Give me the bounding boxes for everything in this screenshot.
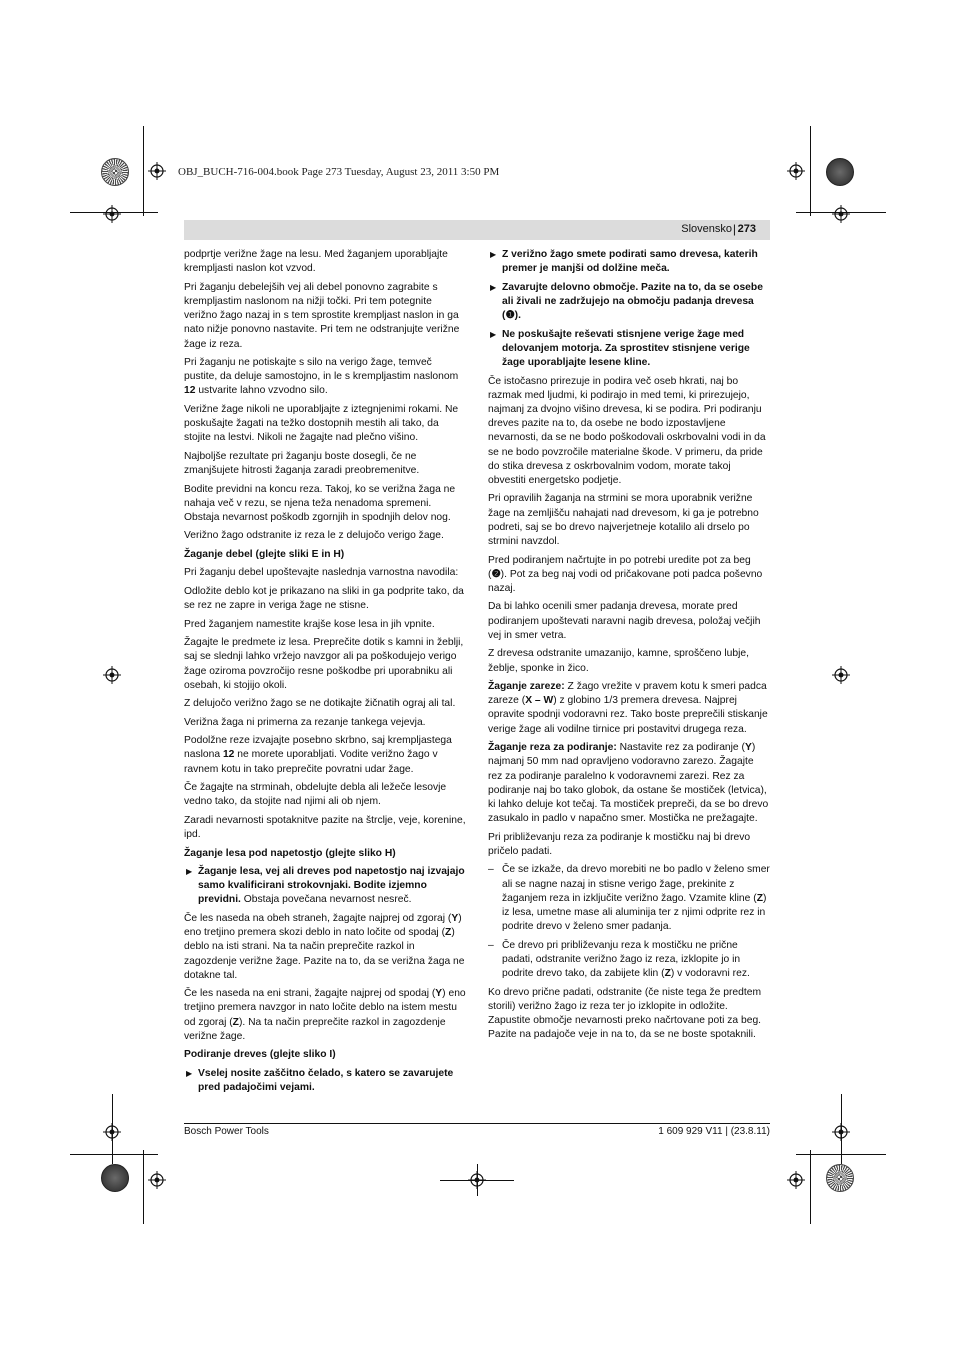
crop-mark	[477, 1164, 478, 1196]
crosshair-icon	[787, 1171, 805, 1189]
part-number: 12	[222, 749, 235, 761]
dash-list-item: – Če se izkaže, da drevo morebiti ne bo padlo v želeno smer ali se nagne nazaj in stisne verigo žage, prekinite z žaganjem reza in izključite verižno žago. Vzamite kline (Z) iz lesa, umetne mase ali aluminija ter z njimi odprite rez in podrite drevo v želeno smer padanja.	[488, 864, 770, 933]
page-number: 273	[737, 223, 756, 235]
paragraph: Pri žaganju debelejših vej ali debel ponovno zagrabite s krempljastim naslonom na nižji točki. Pri tem potegnite verižno žago nazaj in s tem sprostite krempljast naslon in ga nato nižje ponovno nastavite. Pri tem ne odstranjujte verižne žage iz reza.	[184, 281, 460, 350]
bullet-item: ▶ Vselej nosite zaščitno čelado, s katero se zavarujete pred padajočimi vejami.	[186, 1067, 454, 1094]
crosshair-icon	[832, 1123, 850, 1141]
paragraph: Pri približevanju reza za podiranje k mostičku naj bi drevo pričelo padati.	[488, 831, 751, 857]
header-separator: |	[732, 222, 736, 236]
part-number: 12	[184, 385, 196, 397]
paragraph: Pri žaganju ne potiskajte s silo na verigo žage, temveč pustite, da deluje samostojno, in le s krempljastim naslonom 12 ustvarite lahno vzvodno silo.	[184, 357, 459, 397]
paragraph: Če les naseda na obeh straneh, žagajte najprej od zgoraj (Y) eno tretjino premera skozi deblo in nato ločite od spodaj (Z) deblo na isti strani. Na ta način preprečite razkol in zagozdenje verižne žage. Pazite na to, da se verižna žaga ne dotakne tal.	[184, 912, 465, 981]
footer-publisher: Bosch Power Tools	[184, 1126, 269, 1137]
paragraph: Pri žaganju debel upoštevajte naslednja varnostna navodila:	[184, 567, 459, 579]
print-test-disc-icon	[101, 158, 129, 186]
section-heading: Žaganje lesa pod napetostjo (glejte sliko H)	[184, 847, 396, 859]
paragraph: podprtje verižne žage na lesu. Med žaganjem uporabljajte krempljasti naslon kot vzvod.	[184, 249, 448, 275]
paragraph: Bodite previdni na koncu reza. Takoj, ko se verižna žaga ne nahaja več v rezu, se njena teža nenadoma spremeni. Obstaja nevarnost poškodb zgornjih in spodnjih delov nog.	[184, 483, 456, 523]
print-test-disc-icon	[101, 1164, 129, 1192]
paragraph: Zaradi nevarnosti spotaknitve pazite na štrclje, veje, korenine, ipd.	[184, 814, 466, 841]
crop-mark	[70, 1154, 158, 1155]
paragraph: Če istočasno prirezuje in podira več oseb hkrati, naj bo razmak med ljudmi, ki podirajo in med temi, ki prirezujejo, najmanj za dvojno višino drevesa, ki se podira. Pri podiranju dreves pazite na to, da osebe ne bodo izpostavljene nevarnosti, da se ne bodo poškodovali oskrbovalni vodi in da se ne bodo povzročile materialne škode. V primeru, da pride do stika drevesa z oskrbovalnim vodom, morate takoj obvestiti energetsko podjetje.	[488, 375, 766, 486]
crosshair-icon	[103, 666, 121, 684]
paragraph: Pri opravilih žaganja na strmini se mora uporabnik verižne žage na zemljišču nahajati nad drevesom, ki ga je potrebno podreti, saj se bo drevo najverjetneje kotalilo ali drselo po strmini navzdol.	[488, 493, 759, 548]
paragraph: Podolžne reze izvajajte posebno skrbno, saj krempljastega naslona 12 ne morete uporabljati. Vodite verižno žago v ravnem kotu in tako preprečite povratni udar žage.	[184, 735, 452, 775]
crop-mark	[143, 126, 144, 216]
crosshair-icon	[103, 205, 121, 223]
crosshair-icon	[832, 666, 850, 684]
paragraph: Verižna žaga ni primerna za rezanje tankega vejevja.	[184, 716, 426, 728]
paragraph: Pred žaganjem namestite krajše kose lesa in jih vpnite.	[184, 618, 435, 630]
paragraph: Z delujočo verižno žago se ne dotikajte žičnatih ograj ali tal.	[184, 698, 456, 710]
paragraph: Žaganje reza za podiranje: Nastavite rez za podiranje (Y) najmanj 50 mm nad opravljeno vodoravno zarezo. Žagajte rez za podiranje paralelno k vodoravnemi zarezi. Rez za podiranje naj bo tako globok, da ostane še mostiček (letvica), ki lahko deluje kot tečaj. Ta mostiček prepreči, da se bo drevo zasukalo in padlo v napačno smer. Mostička ne prežagajte.	[488, 742, 769, 825]
crosshair-icon	[103, 1123, 121, 1141]
print-test-disc-icon	[826, 1164, 854, 1192]
triangle-right-icon: ▶	[490, 250, 497, 259]
paragraph: Žaganje zareze: Z žago vrežite v pravem kotu k smeri padca zareze (X – W) z globino 1/3 premera drevesa. Najprej opravite spodnji vodoravni rez. Tako boste preprečili stiskanje verige žage ali vodilne tirnice pri postavitvi drugega reza.	[488, 681, 768, 735]
paragraph: Verižno žago odstranite iz reza le z delujočo verigo žage.	[184, 530, 444, 542]
crosshair-icon	[832, 205, 850, 223]
triangle-right-icon: ▶	[186, 1068, 193, 1078]
paragraph: Z drevesa odstranite umazanijo, kamne, sproščeno lubje, žeblje, sponke in žico.	[488, 648, 749, 674]
page-header	[184, 220, 770, 240]
paragraph: Pred podiranjem načrtujte in po potrebi uredite pot za beg (❷). Pot za beg naj vodi od pričakovane poti padca poševno nazaj.	[488, 554, 763, 594]
bullet-item: ▶ Ne poskušajte reševati stisnjene verige žage med delovanjem motorja. Za sprostitev stisnjene verige žage uporabljajte lesene kline.	[490, 328, 750, 369]
triangle-right-icon: ▶	[186, 867, 193, 877]
crosshair-icon	[148, 1171, 166, 1189]
section-heading: Podiranje dreves (glejte sliko I)	[184, 1049, 336, 1061]
print-test-disc-icon	[826, 158, 854, 186]
crosshair-icon	[787, 162, 805, 180]
dash-list-item: – Če drevo pri približevanju reza k mostičku ne prične padati, odstranite verižno žago iz reza, izklopite jo in podrite drevo tako, da zabijete klin (Z) v vodoravni rez.	[488, 939, 750, 980]
triangle-right-icon: ▶	[490, 329, 497, 339]
paragraph: Odložite deblo kot je prikazano na sliki in ga podprite tako, da se rez ne zapre in veriga žage ne stisne.	[184, 585, 464, 612]
paragraph: Da bi lahko ocenili smer padanja drevesa, morate pred podiranjem upoštevati naravni nagib drevesa, položaj večjih vej in smer vetra.	[488, 601, 761, 641]
paragraph: Ko drevo prične padati, odstranite (če niste tega že predtem storili) verižno žago iz reza ter jo izklopite in odložite. Zapustite območje nevarnosti preko načrtovane poti za beg. Pazite na padajoče veje in na to, da se ne boste spotaknili.	[488, 986, 762, 1041]
paragraph: Najboljše rezultate pri žaganju boste dosegli, če ne zmanjšujete hitrosti žaganja zaradi preobremenitve.	[184, 450, 420, 477]
right-column	[488, 248, 770, 1047]
paragraph: Verižne žage nikoli ne uporabljajte z iztegnjenimi rokami. Ne poskušajte žagati na težko dostopnih mestih ali tako, da stojite na lestvi. Nikoli ne žagajte nad plečno višino.	[184, 403, 459, 444]
bullet-item: ▶ Zavarujte delovno območje. Pazite na to, da se osebe ali živali ne zadržujejo na območju padanja drevesa (❶).	[490, 281, 763, 322]
paragraph: Če les naseda na eni strani, žagajte najprej od spodaj (Y) eno tretjino premera navzgor in nato ločite deblo na istem mestu od zgoraj (Z). Na ta način preprečite razkol in zagozdenje verižne žage.	[184, 988, 466, 1042]
header-language: Slovensko	[681, 223, 732, 235]
print-info: OBJ_BUCH-716-004.book Page 273 Tuesday, August 23, 2011 3:50 PM	[178, 166, 500, 178]
crop-mark	[810, 1150, 811, 1224]
crosshair-icon	[148, 162, 166, 180]
footer-doc-code: 1 609 929 V11 | (23.8.11)	[658, 1126, 770, 1137]
left-column	[184, 248, 466, 1100]
triangle-right-icon: ▶	[490, 282, 497, 292]
paragraph: Žagajte le predmete iz lesa. Preprečite dotik s kamni in žeblji, saj se slednji lahko vržejo navzgor ali pa poškodujejo verigo žage oziroma povzročijo resne poškodbe pri uporabniku ali osebah, ki stojijo okoli.	[184, 637, 464, 691]
crop-mark	[143, 1150, 144, 1224]
section-heading: Žaganje debel (glejte sliki E in H)	[184, 548, 345, 560]
circled-number: ❷	[491, 568, 501, 580]
crop-mark	[810, 126, 811, 216]
bullet-item: ▶ Žaganje lesa, vej ali dreves pod napetostjo naj izvajajo samo kvalificirani strokovnjaki. Bodite izjemno previdni. Obstaja povečana nevarnost nesreč.	[186, 866, 465, 906]
footer-rule	[184, 1123, 770, 1124]
circled-number: ❶	[505, 310, 515, 322]
bullet-item: ▶ Z verižno žago smete podirati samo drevesa, katerih premer je manjši od dolžine meča.	[490, 249, 758, 275]
paragraph: Če žagajte na strminah, obdelujte debla ali ležeče lesovje vedno tako, da stojite nad njimi ali ob njem.	[184, 782, 447, 808]
